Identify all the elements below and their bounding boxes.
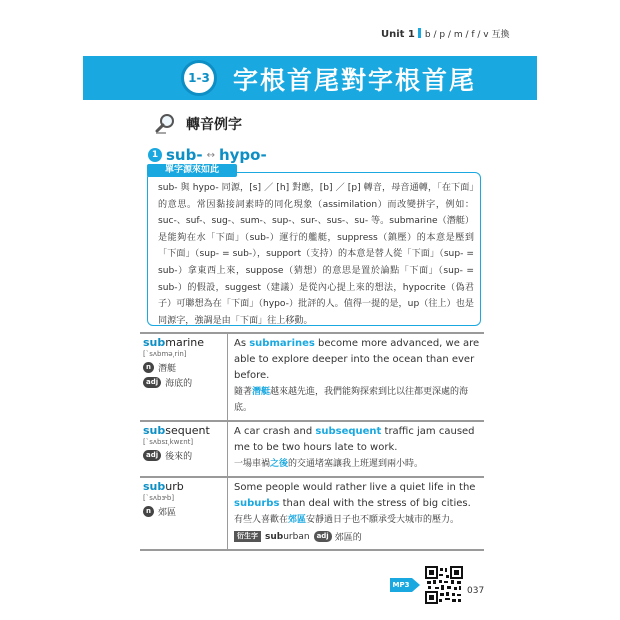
word-root: sub [143, 480, 166, 493]
vocab-word [143, 480, 223, 493]
vocab-entry [140, 478, 227, 549]
root-word-2: hypo- [218, 146, 267, 164]
section-title: 轉音例字 [186, 117, 242, 133]
word-root: sub [143, 336, 166, 349]
mp3-label: MP3 [390, 578, 412, 592]
pos-tag: n [143, 362, 154, 373]
unit-topic: b / p / m / f / v 互換 [424, 30, 510, 40]
pos-line [143, 505, 223, 518]
word-root: sub [143, 424, 166, 437]
pos-line [143, 376, 223, 389]
example-sentence-zh [234, 384, 484, 416]
mp3-audio-button[interactable] [390, 578, 420, 592]
pos-tag: adj [143, 377, 161, 388]
vocab-word [143, 336, 223, 349]
running-header [381, 27, 509, 40]
example-heading [148, 146, 267, 164]
sentence-highlight: subsequent [315, 426, 382, 437]
sentence-text: 隨著 [234, 387, 253, 397]
word-rest: marine [165, 336, 205, 349]
pos-tag: n [143, 506, 154, 517]
vocab-table [140, 332, 484, 551]
related-pos-tag: adj [314, 531, 332, 542]
sentence-text: 有些人喜歡在 [234, 515, 289, 525]
vocab-row [140, 332, 484, 420]
sentence-text: A car crash and [234, 426, 316, 437]
sentence-highlight: suburbs [234, 498, 280, 509]
word-rest: urb [165, 480, 184, 493]
example-number: 1 [148, 148, 162, 162]
example-sentence-zh [234, 512, 484, 528]
sentence-text: than deal with the stress of big cities. [279, 498, 471, 509]
sentence-highlight: submarines [249, 338, 315, 349]
example-sentence-en [234, 424, 484, 456]
magnifier-icon [154, 113, 176, 135]
phonetic: [ˋsʌbsɪ͵kwɛnt] [143, 438, 194, 446]
pos-meaning: 海底的 [165, 379, 193, 389]
related-word-text [265, 532, 310, 542]
page-number: 037 [467, 586, 485, 596]
example-sentence-en [234, 480, 484, 512]
example-sentence-en [234, 336, 484, 384]
sentence-text: traffic jam caused me to be two hours late to work. [234, 426, 475, 453]
derivative-tag: 衍生字 [234, 531, 261, 542]
related-meaning: 郊區的 [334, 533, 362, 543]
etymology-text: sub- 與 hypo- 同源，[s] ／ [h] 對應，[b] ／ [p] 轉音，母音通轉，「在下面」的意思。常因黏接詞素時的同化現象（assimilation）而改變拼字，例如：suc-、suf-、sug-、sum-、sup-、sur-、sus-、su- 等。submarine（潛艇）是能夠在水「下面」（sub-）運行的艦艇，suppress（鎮壓）的本意是壓到「下面」（sup- = sub-），support（支持）的本意是替人從「下面」（sup- = sub-）拿東西上來，suppose（猜想）的意思是置於論點「下面」（sup- = sub-）的假設，suggest（建議）是從內心提上來的想法，hypocrite（偽君子）可聯想為在「下面」（hypo-）批評的人。值得一提的是，up（往上）也是同源字，強調是由「下面」往上移動。 [158, 183, 474, 326]
vocab-example [228, 478, 484, 549]
root-word-1: sub- [166, 146, 203, 164]
chapter-badge: 1-3 [181, 60, 217, 96]
related-root: sub [265, 531, 284, 542]
chapter-title: 字根首尾對字根首尾 [233, 66, 477, 95]
chapter-banner [83, 56, 537, 100]
sentence-text: 一場車禍 [234, 459, 271, 469]
related-word [234, 530, 484, 543]
phonetic: [ˋsʌbmə͵rin] [143, 350, 187, 358]
example-sentence-zh [234, 456, 484, 472]
qr-code-icon[interactable] [425, 566, 463, 604]
sentence-text: As [234, 338, 250, 349]
vocab-word [143, 424, 223, 437]
vocab-row [140, 476, 484, 551]
pos-line [143, 361, 223, 374]
pos-tag: adj [143, 450, 161, 461]
pos-meaning: 潛艇 [157, 364, 176, 374]
sentence-text: 的交通堵塞讓我上班遲到兩小時。 [288, 459, 424, 469]
header-divider [418, 28, 421, 38]
pos-meaning: 郊區 [157, 508, 176, 518]
phonetic: [ˋsʌbɝb] [143, 494, 175, 502]
sentence-text: 越來越先進，我們能夠探索到比以往都更深處的海底。 [234, 387, 469, 413]
vocab-example [228, 422, 484, 476]
vocab-entry [140, 334, 227, 420]
vocab-entry [140, 422, 227, 476]
vocab-example [228, 334, 484, 420]
vocab-row [140, 420, 484, 476]
sentence-text: Some people would rather live a quiet life in the [234, 482, 476, 493]
pos-line [143, 449, 223, 462]
sentence-highlight: 潛艇 [252, 387, 271, 397]
bidirectional-arrow-icon: ↔ [206, 149, 215, 161]
arrow-right-icon [412, 578, 420, 592]
pos-meaning: 後來的 [165, 452, 193, 462]
sentence-highlight: 郊區 [288, 515, 307, 525]
etymology-label: 單字源來如此 [147, 164, 237, 177]
sentence-text: 安靜過日子也不願承受大城市的壓力。 [306, 515, 460, 525]
unit-label: Unit 1 [381, 29, 415, 40]
sentence-text: become more advanced, we are able to explore deeper into the ocean than ever before. [234, 338, 480, 381]
related-rest: urban [283, 531, 310, 542]
sentence-highlight: 之後 [270, 459, 289, 469]
word-rest: sequent [165, 424, 210, 437]
